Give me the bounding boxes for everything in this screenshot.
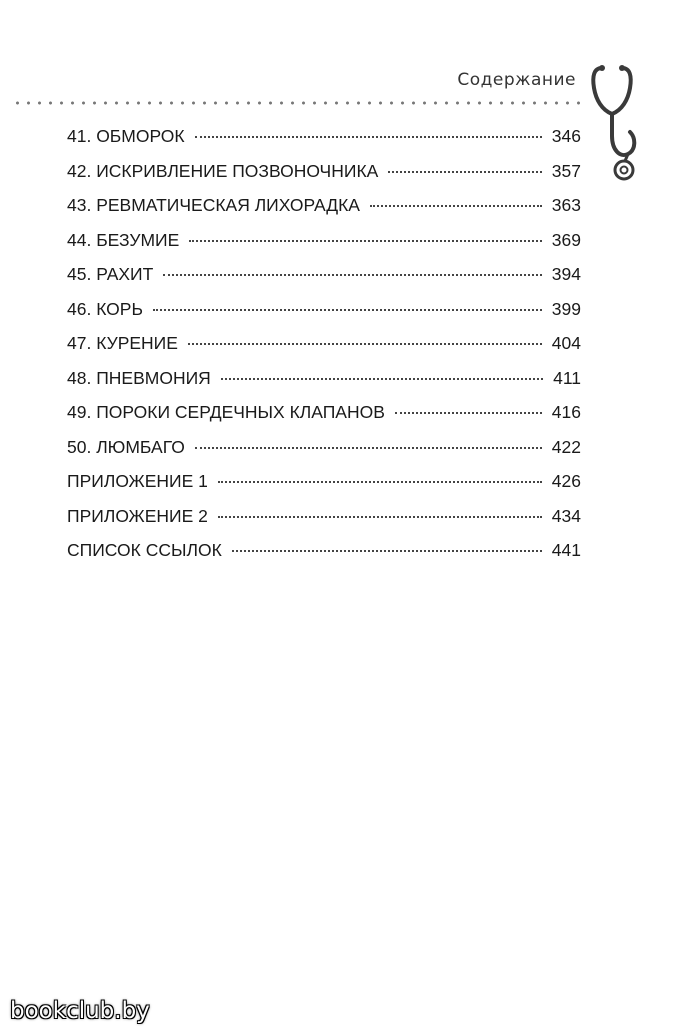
toc-entry-title: СПИСОК ССЫЛОК [67, 540, 222, 560]
section-title: Содержание [457, 70, 576, 90]
toc-entry-title: ПРИЛОЖЕНИЕ 1 [67, 471, 208, 491]
header-dotted-rule [12, 101, 580, 105]
toc-dot-leader [218, 481, 542, 483]
table-of-contents [67, 126, 581, 575]
toc-entry-page: 441 [551, 540, 581, 560]
toc-entry [67, 368, 581, 403]
toc-entry-title: 42. ИСКРИВЛЕНИЕ ПОЗВОНОЧНИКА [67, 160, 379, 181]
toc-entry-title: 49. ПОРОКИ СЕРДЕЧНЫХ КЛАПАНОВ [67, 402, 385, 422]
toc-entry-title: 41. ОБМОРОК [67, 126, 185, 146]
toc-entry-page: 357 [551, 160, 581, 181]
toc-entry [67, 437, 581, 472]
toc-dot-leader [195, 136, 542, 138]
toc-entry-title: 48. ПНЕВМОНИЯ [67, 367, 211, 388]
toc-dot-leader [218, 516, 542, 518]
stethoscope-icon [584, 58, 660, 188]
toc-entry-page: 399 [551, 298, 581, 319]
toc-entry-page: 346 [551, 126, 581, 146]
toc-entry [67, 195, 581, 230]
watermark: bookclub.by [10, 998, 150, 1024]
toc-entry-page: 434 [551, 505, 581, 526]
toc-entry-title: 45. РАХИТ [67, 264, 154, 284]
toc-entry-page: 363 [551, 195, 581, 215]
toc-dot-leader [395, 412, 542, 414]
toc-entry [67, 230, 581, 265]
toc-dot-leader [388, 171, 541, 173]
toc-entry [67, 299, 581, 334]
toc-entry-title: 50. ЛЮМБАГО [67, 436, 185, 457]
toc-entry-page: 394 [551, 264, 581, 284]
toc-entry [67, 126, 581, 161]
toc-entry-page: 411 [553, 367, 581, 388]
toc-entry-page: 422 [551, 436, 581, 457]
toc-entry-title: ПРИЛОЖЕНИЕ 2 [67, 505, 208, 526]
toc-dot-leader [188, 343, 542, 345]
toc-entry [67, 540, 581, 575]
toc-entry [67, 506, 581, 541]
toc-entry-page: 426 [551, 471, 581, 491]
toc-entry-title: 44. БЕЗУМИЕ [67, 229, 180, 250]
toc-entry-title: 43. РЕВМАТИЧЕСКАЯ ЛИХОРАДКА [67, 195, 360, 215]
toc-entry-page: 404 [551, 333, 581, 353]
toc-entry-title: 47. КУРЕНИЕ [67, 333, 178, 353]
toc-dot-leader [195, 447, 542, 449]
toc-entry [67, 333, 581, 368]
toc-entry [67, 264, 581, 299]
toc-dot-leader [163, 274, 541, 276]
toc-entry-title: 46. КОРЬ [67, 298, 143, 319]
toc-entry-page: 369 [551, 229, 581, 250]
toc-dot-leader [232, 550, 542, 552]
toc-entry-page: 416 [551, 402, 581, 422]
toc-dot-leader [153, 309, 542, 311]
toc-entry [67, 471, 581, 506]
toc-dot-leader [221, 378, 543, 380]
toc-entry [67, 402, 581, 437]
toc-dot-leader [189, 240, 542, 242]
toc-dot-leader [370, 205, 542, 207]
toc-entry [67, 161, 581, 196]
